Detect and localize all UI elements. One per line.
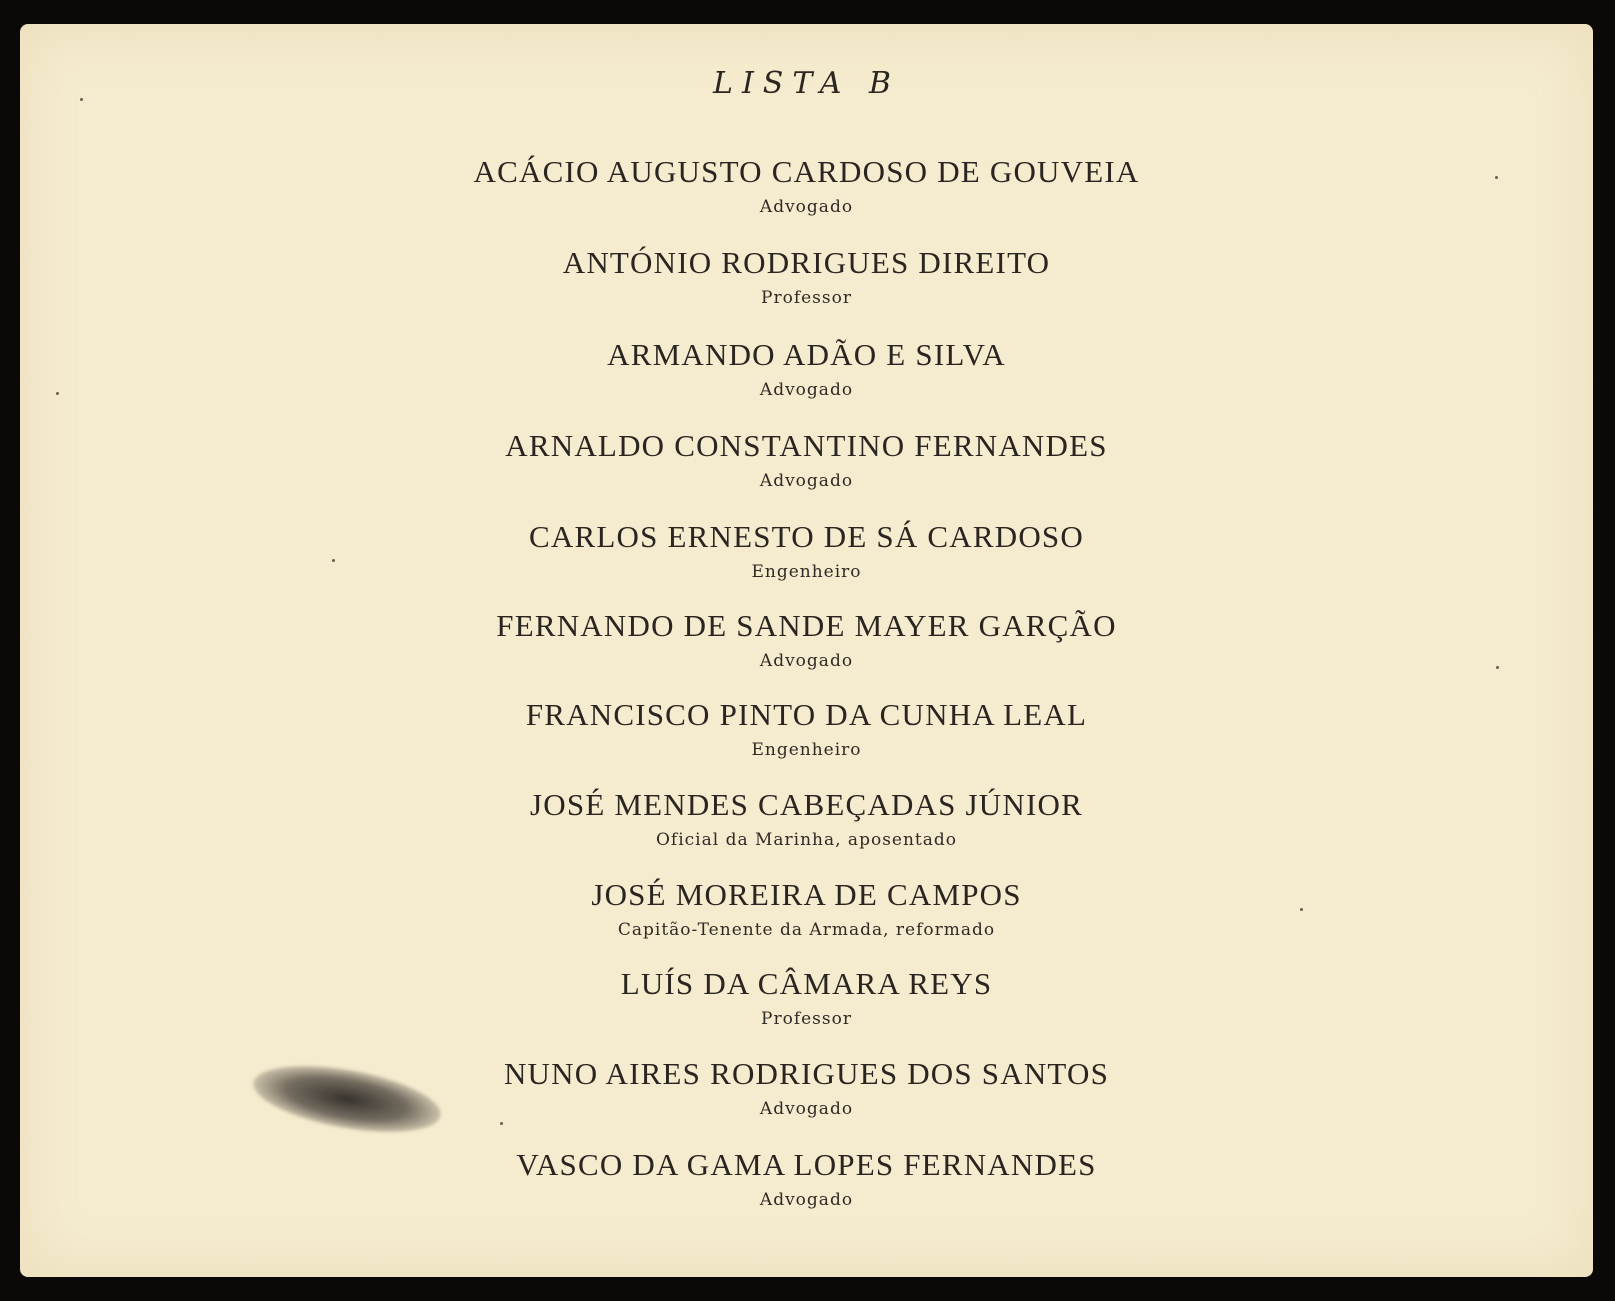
candidate-profession: Oficial da Marinha, aposentado [655,830,958,850]
candidate-name: VASCO DA GAMA LOPES FERNANDES [516,1147,1097,1182]
candidate-name: ARNALDO CONSTANTINO FERNANDES [505,428,1108,463]
list-item [20,429,1593,491]
candidate-name: JOSÉ MENDES CABEÇADAS JÚNIOR [530,787,1083,822]
candidate-name: FERNANDO DE SANDE MAYER GARÇÃO [496,608,1117,643]
candidate-profession: Professor [761,288,852,308]
list-item [20,698,1593,760]
list-item [20,788,1593,850]
candidate-name: ARMANDO ADÃO E SILVA [607,337,1006,372]
list-item [20,609,1593,671]
paper-speck [1495,176,1498,179]
list-item [20,520,1593,582]
candidate-profession: Engenheiro [751,562,862,582]
paper-speck [1300,908,1303,911]
paper-speck [56,392,59,395]
candidate-profession: Professor [761,1009,852,1029]
candidate-name: LUÍS DA CÂMARA REYS [620,966,993,1001]
candidate-name: NUNO AIRES RODRIGUES DOS SANTOS [503,1056,1110,1091]
candidate-name: CARLOS ERNESTO DE SÁ CARDOSO [529,519,1084,554]
paper-speck [80,98,83,101]
candidate-profession: Advogado [759,197,854,217]
document-sheet [20,24,1593,1277]
candidate-name: ANTÓNIO RODRIGUES DIREITO [562,245,1051,280]
candidate-name: FRANCISCO PINTO DA CUNHA LEAL [525,697,1088,732]
candidate-profession: Advogado [759,1190,854,1210]
candidate-profession: Engenheiro [751,740,862,760]
list-item [20,1148,1593,1210]
paper-speck [1496,666,1499,669]
list-item [20,878,1593,940]
paper-speck [500,1122,503,1125]
candidate-name: JOSÉ MOREIRA DE CAMPOS [591,877,1022,912]
candidate-profession: Advogado [759,651,854,671]
document-title: LISTA B [713,66,900,101]
candidate-name: ACÁCIO AUGUSTO CARDOSO DE GOUVEIA [473,154,1140,189]
candidate-profession: Advogado [759,1099,854,1119]
list-item [20,967,1593,1029]
paper-speck [332,559,335,562]
list-item [20,246,1593,308]
candidate-profession: Capitão-Tenente da Armada, reformado [617,920,996,940]
candidate-profession: Advogado [759,380,854,400]
list-item [20,155,1593,217]
list-item [20,338,1593,400]
candidate-profession: Advogado [759,471,854,491]
